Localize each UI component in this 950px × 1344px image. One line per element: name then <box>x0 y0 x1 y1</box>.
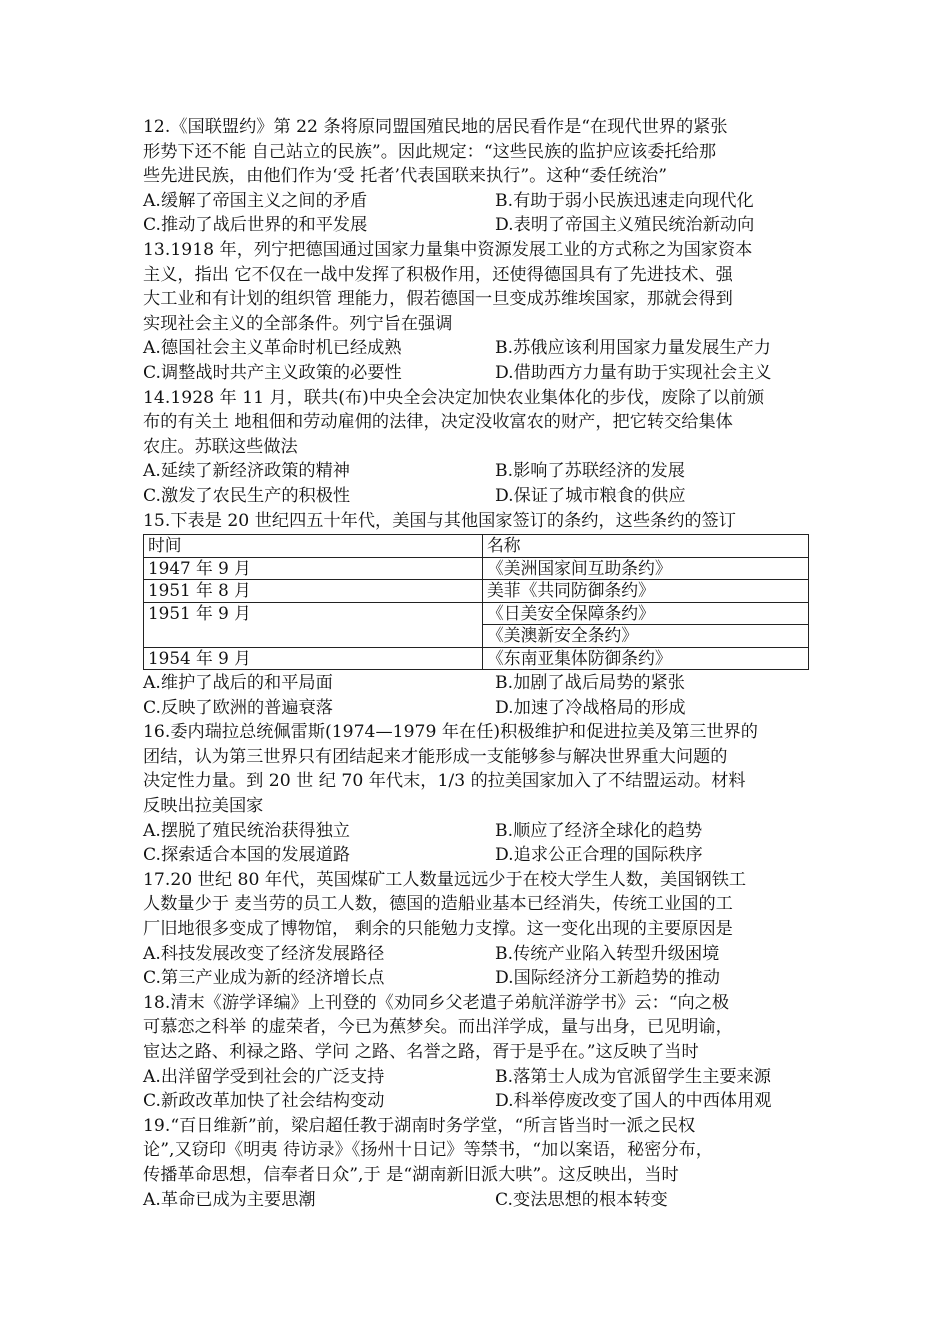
question-text-line: 决定性力量。到 20 世 纪 70 年代末，1/3 的拉美国家加入了不结盟运动。材料 <box>143 771 746 792</box>
question-text-line: 农庄。苏联这些做法 <box>143 436 298 457</box>
treaty-table <box>143 534 809 670</box>
question-text-line: 可慕恋之科举 的虚荣者，今已为蕉梦矣。而出洋学成，量与出身，已见明谕， <box>143 1017 733 1038</box>
option-c: C.反映了欧洲的普遍衰落 <box>143 697 333 718</box>
question-text-line: 些先进民族，由他们作为‘受 托者’代表国联来执行”。这种“委任统治” <box>143 166 668 187</box>
table-row <box>144 647 809 670</box>
option-a: A.延续了新经济政策的精神 <box>143 461 350 482</box>
question-18 <box>143 991 808 1114</box>
question-text-line: 12.《国联盟约》第 22 条将原同盟国殖民地的居民看作是“在现代世界的紧张 <box>143 117 728 137</box>
table-cell-time: 1947 年 9 月 <box>144 557 483 580</box>
question-19 <box>143 1114 808 1212</box>
table-cell-name: 《东南亚集体防御条约》 <box>483 647 809 670</box>
option-c: C.第三产业成为新的经济增长点 <box>143 968 385 989</box>
question-text-line: 人数量少于 麦当劳的员工人数，德国的造船业基本已经消失，传统工业国的工 <box>143 894 733 915</box>
option-c: C.调整战时共产主义政策的必要性 <box>143 362 402 383</box>
question-text-line: 形势下还不能 自己站立的民族”。因此规定：“这些民族的监护应该委托给那 <box>143 141 717 162</box>
option-d: D.国际经济分工新趋势的推动 <box>495 968 720 989</box>
question-text-line: 宦达之路、利禄之路、学问 之路、名誉之路，胥于是乎在。”这反映了当时 <box>143 1042 699 1062</box>
table-cell-time: 1954 年 9 月 <box>144 647 483 670</box>
question-text-line: 17.20 世纪 80 年代，英国煤矿工人数量远远少于在校大学生人数，美国钢铁工 <box>143 869 747 890</box>
option-d: D.科举停废改变了国人的中西体用观 <box>495 1091 772 1112</box>
option-d: D.加速了冷战格局的形成 <box>495 697 686 718</box>
question-15 <box>143 509 808 721</box>
table-cell-name: 《美澳新安全条约》 <box>483 625 809 648</box>
option-d: D.表明了帝国主义殖民统治新动向 <box>495 215 755 236</box>
table-row <box>144 580 809 603</box>
option-b: B.有助于弱小民族迅速走向现代化 <box>495 190 754 211</box>
table-cell-name: 美菲《共同防御条约》 <box>483 580 809 603</box>
question-text-line: 大工业和有计划的组织管 理能力，假若德国一旦变成苏维埃国家，那就会得到 <box>143 289 733 310</box>
table-row <box>144 602 809 625</box>
option-b: B.影响了苏联经济的发展 <box>495 461 685 482</box>
option-b: B.传统产业陷入转型升级困境 <box>495 943 720 964</box>
option-d: D.借助西方力量有助于实现社会主义 <box>495 362 772 383</box>
option-a: A.出洋留学受到社会的广泛支持 <box>143 1066 385 1087</box>
question-text-line: 论”,又窃印《明夷 待访录》《扬州十日记》等禁书，“加以案语，秘密分布， <box>143 1140 713 1161</box>
option-c: C.变法思想的根本转变 <box>495 1189 668 1210</box>
table-cell-name: 《美洲国家间互助条约》 <box>483 557 809 580</box>
question-13 <box>143 238 808 386</box>
option-c: C.激发了农民生产的积极性 <box>143 485 351 506</box>
table-cell-time: 1951 年 8 月 <box>144 580 483 603</box>
question-text-line: 14.1928 年 11 月，联共(布)中央全会决定加快农业集体化的步伐，废除了以前颁 <box>143 387 765 408</box>
question-text-line: 团结，认为第三世界只有团结起来才能形成一支能够参与解决世界重大问题的 <box>143 746 728 767</box>
question-16 <box>143 720 808 868</box>
option-c: C.新政改革加快了社会结构变动 <box>143 1091 385 1112</box>
question-text-line: 13.1918 年，列宁把德国通过国家力量集中资源发展工业的方式称之为国家资本 <box>143 239 753 260</box>
question-text-line: 传播革命思想，信奉者日众”,于 是“湖南新旧派大哄”。这反映出，当时 <box>143 1164 679 1185</box>
question-text-line: 19.“百日维新”前，梁启超任教于湖南时务学堂，“所言皆当时一派之民权 <box>143 1115 696 1136</box>
option-b: B.苏俄应该利用国家力量发展生产力 <box>495 338 771 359</box>
question-text-line: 厂旧地很多变成了博物馆， 剩余的只能勉力支撑。这一变化出现的主要原因是 <box>143 919 733 940</box>
question-17 <box>143 868 808 991</box>
option-b: B.顺应了经济全球化的趋势 <box>495 820 703 841</box>
option-b: B.加剧了战后局势的紧张 <box>495 673 685 694</box>
question-text-line: 实现社会主义的全部条件。列宁旨在强调 <box>143 313 453 334</box>
table-header: 名称 <box>483 535 809 558</box>
option-b: B.落第士人成为官派留学生主要来源 <box>495 1066 771 1087</box>
question-text-line: 主义，指出 它不仅在一战中发挥了积极作用，还使得德国具有了先进技术、强 <box>143 264 733 285</box>
table-cell-time: 1951 年 9 月 <box>144 602 483 647</box>
option-c: C.探索适合本国的发展道路 <box>143 845 351 866</box>
table-row <box>144 557 809 580</box>
option-a: A.维护了战后的和平局面 <box>143 673 333 694</box>
table-header: 时间 <box>144 535 483 558</box>
question-text-line: 18.清末《游学译编》上刊登的《劝同乡父老遣子弟航洋游学书》云：“向之极 <box>143 992 730 1013</box>
question-text-line: 16.委内瑞拉总统佩雷斯(1974—1979 年在任)积极维护和促进拉美及第三世界的 <box>143 722 758 743</box>
option-a: A.科技发展改变了经济发展路径 <box>143 943 385 964</box>
option-c: C.推动了战后世界的和平发展 <box>143 215 368 236</box>
table-header-row <box>144 535 809 558</box>
question-text-line: 反映出拉美国家 <box>143 796 264 817</box>
option-d: D.保证了城市粮食的供应 <box>495 485 686 506</box>
option-d: D.追求公正合理的国际秩序 <box>495 845 703 866</box>
question-text-line: 15.下表是 20 世纪四五十年代，美国与其他国家签订的条约，这些条约的签订 <box>143 510 736 531</box>
question-12 <box>143 115 808 238</box>
option-a: A.革命已成为主要思潮 <box>143 1189 316 1210</box>
option-a: A.缓解了帝国主义之间的矛盾 <box>143 190 368 211</box>
question-14 <box>143 386 808 509</box>
exam-page <box>143 115 808 1212</box>
option-a: A.摆脱了殖民统治获得独立 <box>143 820 350 841</box>
table-cell-name: 《日美安全保障条约》 <box>483 602 809 625</box>
option-a: A.德国社会主义革命时机已经成熟 <box>143 338 402 359</box>
question-text-line: 布的有关土 地租佃和劳动雇佣的法律，决定没收富农的财产，把它转交给集体 <box>143 412 733 433</box>
